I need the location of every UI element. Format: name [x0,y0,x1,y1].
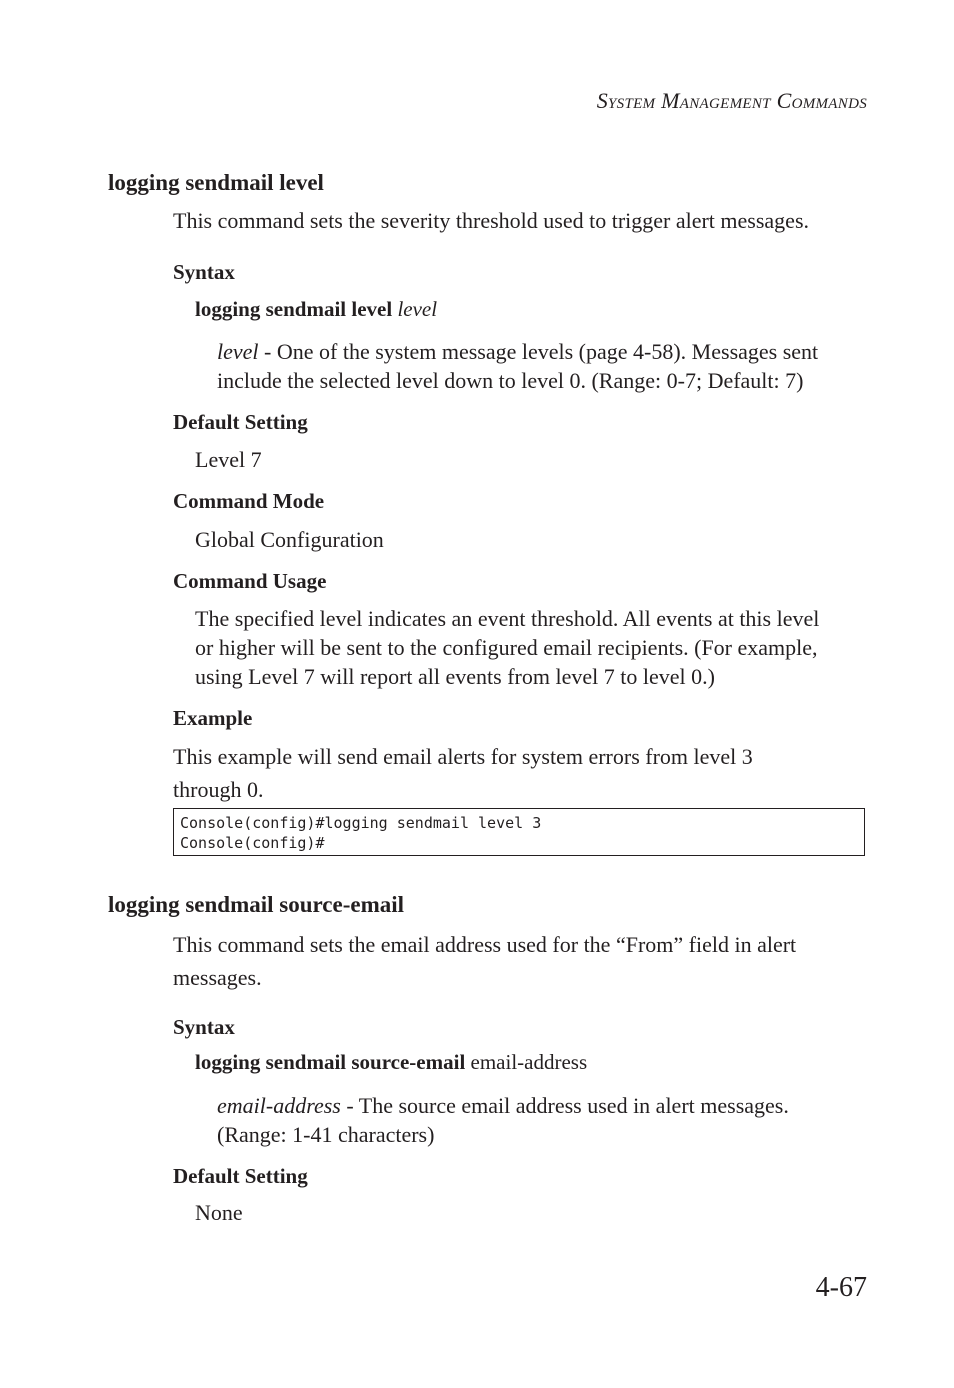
command-mode-value: Global Configuration [195,527,384,552]
syntax-heading: Syntax [173,260,235,284]
syntax-argument: level [397,297,438,321]
default-setting-value: Level 7 [195,447,262,472]
description-line: This command sets the email address used for the “From” field in alert [173,932,797,957]
usage-line: or higher will be sent to the configured email recipients. (For example, [195,635,818,660]
usage-line: The specified level indicates an event threshold. All events at this level [195,606,820,631]
usage-line: using Level 7 will report all events from level 7 to level 0.) [195,664,715,689]
command-title: logging sendmail source-email [108,892,405,917]
code-example [173,808,865,856]
parameter-description [217,1091,867,1149]
parameter-text-1: - The source email address used in alert messages. [340,1093,789,1118]
parameter-name: email-address [217,1093,341,1118]
command-usage-heading: Command Usage [173,569,327,593]
command-title: logging sendmail level [108,170,324,195]
command-usage-text [195,604,819,691]
code-line: Console(config)# [180,834,325,852]
running-head: System Management Commands [596,88,867,113]
syntax-keyword: logging sendmail source-email [195,1050,466,1074]
default-setting-value: None [195,1200,243,1225]
parameter-description [217,337,867,395]
parameter-text-2: include the selected level down to level 0. (Range: 0-7; Default: 7) [217,368,804,393]
default-setting-heading: Default Setting [173,410,308,434]
command-description [173,928,796,994]
syntax-heading: Syntax [173,1015,235,1039]
syntax-line [195,297,437,322]
parameter-name: level [217,339,259,364]
parameter-text-2: (Range: 1-41 characters) [217,1122,435,1147]
example-heading: Example [173,706,253,730]
code-line: Console(config)#logging sendmail level 3 [180,814,542,832]
example-line: This example will send email alerts for system errors from level 3 [173,744,753,769]
syntax-line [195,1050,587,1075]
description-line: messages. [173,965,262,990]
page-number: 4-67 [815,1272,867,1303]
example-line: through 0. [173,777,264,802]
default-setting-heading: Default Setting [173,1164,308,1188]
command-mode-heading: Command Mode [173,489,325,513]
syntax-argument: email-address [470,1050,588,1074]
syntax-keyword: logging sendmail level [195,297,393,321]
example-text [173,740,753,806]
parameter-text-1: - One of the system message levels (page 4-58). Messages sent [258,339,819,364]
command-description: This command sets the severity threshold used to trigger alert messages. [173,208,810,233]
